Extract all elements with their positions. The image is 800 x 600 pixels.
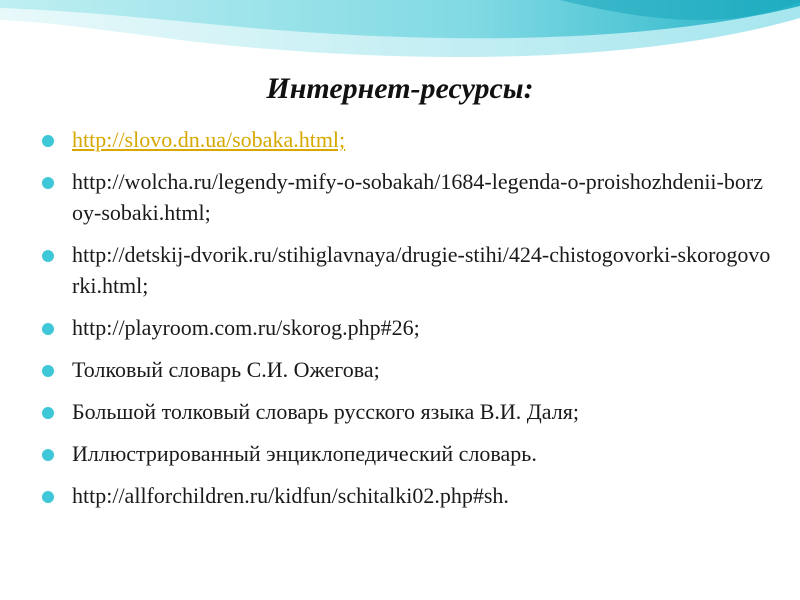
bullet-icon bbox=[42, 407, 54, 419]
list-item bbox=[42, 438, 772, 469]
list-item bbox=[42, 312, 772, 343]
bullet-icon bbox=[42, 449, 54, 461]
list-item bbox=[42, 124, 772, 155]
bullet-icon bbox=[42, 135, 54, 147]
list-item bbox=[42, 354, 772, 385]
list-item bbox=[42, 480, 772, 511]
resource-list bbox=[42, 124, 772, 522]
bullet-icon bbox=[42, 323, 54, 335]
bullet-icon bbox=[42, 365, 54, 377]
resource-text: Иллюстрированный энциклопедический словарь. bbox=[72, 441, 537, 466]
resource-text: Толковый словарь С.И. Ожегова; bbox=[72, 357, 380, 382]
resource-text: http://detskij-dvorik.ru/stihiglavnaya/drugie-stihi/424-chistogovorki-skorogovorki.html; bbox=[72, 242, 771, 298]
slide-title: Интернет-ресурсы: bbox=[266, 72, 534, 105]
resource-link[interactable]: http://slovo.dn.ua/sobaka.html; bbox=[72, 127, 346, 152]
resource-text: http://allforchildren.ru/kidfun/schitalki02.php#sh. bbox=[72, 483, 509, 508]
bullet-icon bbox=[42, 250, 54, 262]
resource-text: http://playroom.com.ru/skorog.php#26; bbox=[72, 315, 420, 340]
resource-text: Большой толковый словарь русского языка В.И. Даля; bbox=[72, 399, 579, 424]
list-item bbox=[42, 166, 772, 228]
resource-text: http://wolcha.ru/legendy-mify-o-sobakah/1684-legenda-o-proishozhdenii-borzoy-sobaki.html; bbox=[72, 169, 763, 225]
list-item bbox=[42, 239, 772, 301]
bullet-icon bbox=[42, 491, 54, 503]
bullet-icon bbox=[42, 177, 54, 189]
list-item bbox=[42, 396, 772, 427]
